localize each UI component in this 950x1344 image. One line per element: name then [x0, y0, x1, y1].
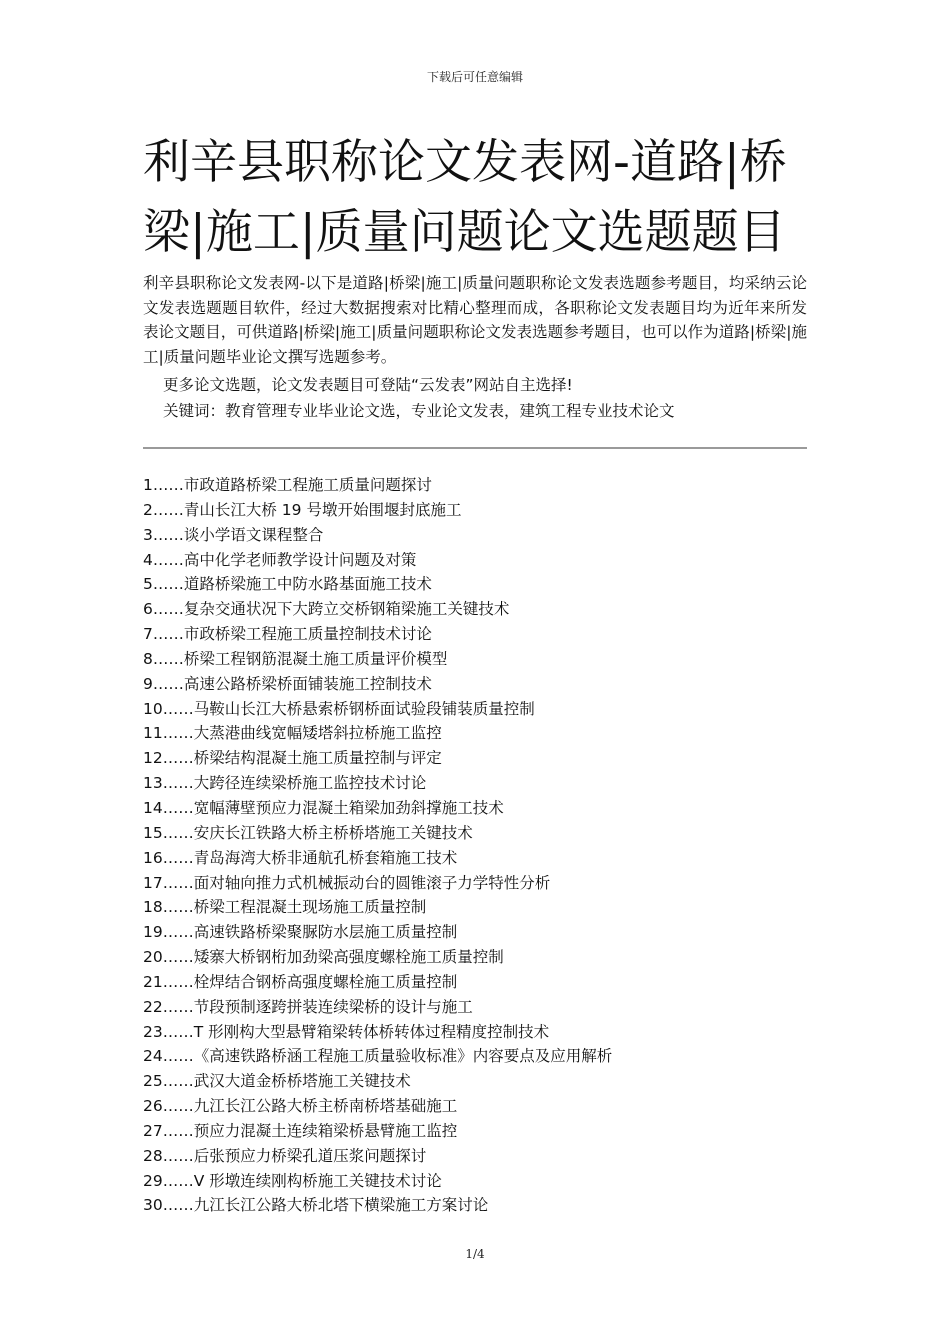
topic-item: 1……市政道路桥梁工程施工质量问题探讨 [143, 476, 432, 494]
topic-item: 25……武汉大道金桥桥塔施工关键技术 [143, 1072, 411, 1091]
topic-item: 18……桥梁工程混凝土现场施工质量控制 [143, 898, 427, 917]
topic-item: 29……V 形墩连续刚构桥施工关键技术讨论 [143, 1171, 442, 1190]
topic-item: 26……九江长江公路大桥主桥南桥塔基础施工 [143, 1097, 458, 1116]
intro-paragraph: 利辛县职称论文发表网-以下是道路|桥梁|施工|质量问题职称论文发表选题参考题目，均采纳云论文发表选题题目软件，经过大数据搜索对比精心整理而成，各职称论文发表题目均为近年来所发表论文题目，可供道路|桥梁|施工|质量问题职称论文发表选题参考题目，也可以作为道路|桥梁|施工|质量问题毕业论文撰写选题参考。 [143, 274, 807, 366]
topic-item: 24……《高速铁路桥涵工程施工质量验收标准》内容要点及应用解析 [143, 1047, 613, 1066]
topic-item: 12……桥梁结构混凝土施工质量控制与评定 [143, 749, 442, 768]
topic-item: 16……青岛海湾大桥非通航孔桥套箱施工技术 [143, 848, 458, 867]
topic-item: 22……节段预制逐跨拼装连续梁桥的设计与施工 [143, 997, 473, 1016]
topic-item: 14……宽幅薄壁预应力混凝土箱梁加劲斜撑施工技术 [143, 798, 504, 817]
topic-item: 27……预应力混凝土连续箱梁桥悬臂施工监控 [143, 1121, 458, 1140]
keywords-line: 关键词：教育管理专业毕业论文选，专业论文发表，建筑工程专业技术论文 [163, 402, 675, 420]
section-divider [143, 447, 807, 449]
topic-item: 11……大蒸港曲线宽幅矮塔斜拉桥施工监控 [143, 724, 442, 743]
topic-item: 6……复杂交通状况下大跨立交桥钢箱梁施工关键技术 [143, 600, 510, 619]
document-title: 利辛县职称论文发表网-道路|桥梁|施工|质量问题论文选题题目 [143, 135, 787, 260]
topic-item: 5……道路桥梁施工中防水路基面施工技术 [143, 575, 432, 594]
topic-item: 7……市政桥梁工程施工质量控制技术讨论 [143, 625, 432, 644]
topic-item: 28……后张预应力桥梁孔道压浆问题探讨 [143, 1146, 427, 1165]
topic-item: 8……桥梁工程钢筋混凝土施工质量评价模型 [143, 649, 448, 668]
topic-item: 30……九江长江公路大桥北塔下横梁施工方案讨论 [143, 1196, 489, 1215]
topic-item: 3……谈小学语文课程整合 [143, 525, 324, 544]
topic-item: 9……高速公路桥梁桥面铺装施工控制技术 [143, 674, 432, 693]
topic-item: 4……高中化学老师教学设计问题及对策 [143, 550, 417, 569]
page-header-note: 下载后可任意编辑 [426, 70, 523, 84]
topic-item: 19……高速铁路桥梁聚脲防水层施工质量控制 [143, 923, 458, 942]
topic-item: 13……大跨径连续梁桥施工监控技术讨论 [143, 774, 427, 793]
topic-item: 10……马鞍山长江大桥悬索桥钢桥面试验段铺装质量控制 [143, 699, 535, 718]
topic-list [143, 473, 807, 1218]
page-number: 1/4 [465, 1247, 485, 1261]
topic-item: 15……安庆长江铁路大桥主桥桥塔施工关键技术 [143, 823, 473, 842]
topic-item: 23……T 形刚构大型悬臂箱梁转体桥转体过程精度控制技术 [143, 1022, 550, 1041]
more-topics-note: 更多论文选题，论文发表题目可登陆“云发表”网站自主选择! [163, 376, 573, 394]
topic-item: 21……栓焊结合钢桥高强度螺栓施工质量控制 [143, 972, 458, 991]
topic-item: 17……面对轴向推力式机械振动台的圆锥滚子力学特性分析 [143, 873, 551, 892]
topic-item: 20……矮寨大桥钢桁加劲梁高强度螺栓施工质量控制 [143, 948, 504, 967]
topic-item: 2……青山长江大桥 19 号墩开始围堰封底施工 [143, 500, 462, 519]
